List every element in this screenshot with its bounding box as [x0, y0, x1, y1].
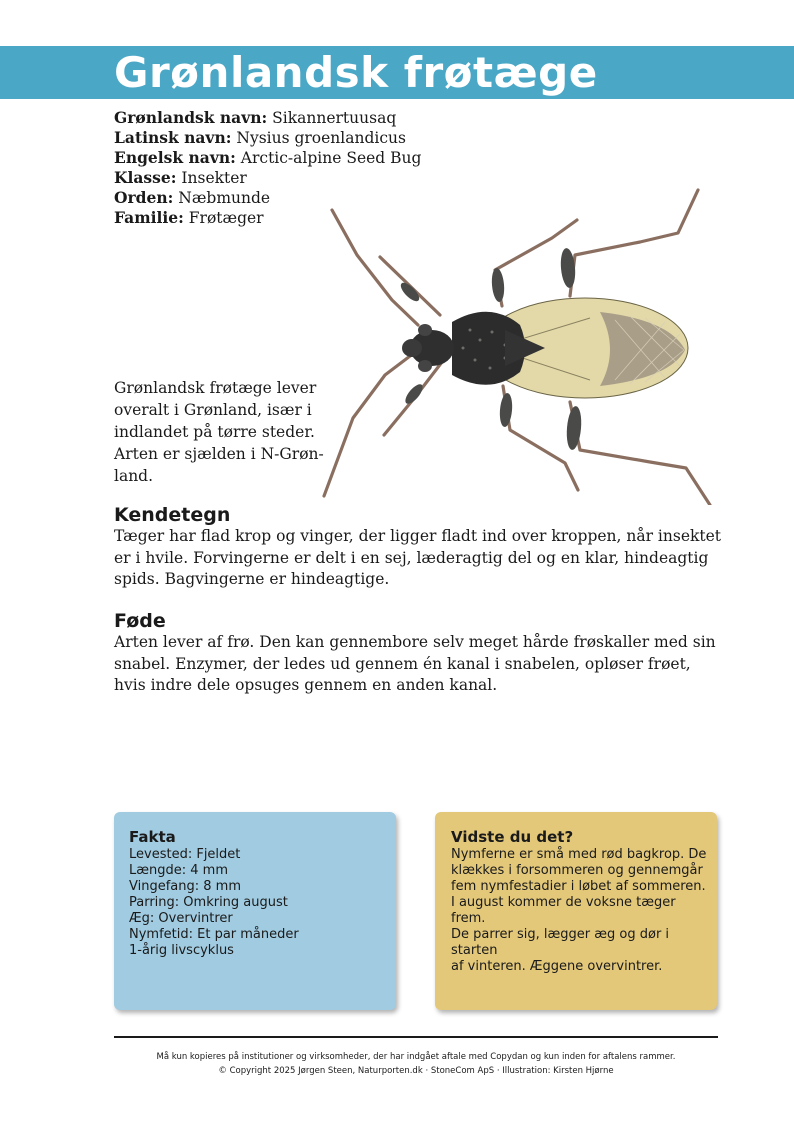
section-foede	[114, 610, 724, 697]
vidste-line: Nymferne er små med rød bagkrop. De	[451, 847, 707, 862]
section-kendetegn	[114, 504, 724, 591]
vidste-line: De parrer sig, lægger æg og dør i starten	[451, 927, 670, 958]
footer-divider	[114, 1036, 718, 1038]
fakta-box	[114, 812, 396, 1010]
footer	[114, 1050, 718, 1078]
fact-item: Vingefang: 8 mm	[129, 879, 241, 894]
vidste-du-det-box	[435, 812, 717, 1010]
info-latin-name: Latinsk navn: Nysius groenlandicus	[114, 128, 406, 147]
vidste-line: I august kommer de voksne tæger frem.	[451, 895, 676, 926]
vidste-text	[435, 846, 717, 975]
vidste-line: fem nymfestadier i løbet af sommeren.	[451, 879, 706, 894]
fact-item: Parring: Omkring august	[129, 895, 288, 910]
section-heading: Føde	[114, 610, 166, 632]
page-title: Grønlandsk frøtæge	[114, 48, 598, 97]
info-class: Klasse: Insekter	[114, 168, 247, 187]
fact-item: 1-årig livscyklus	[129, 943, 234, 958]
fact-item: Levested: Fjeldet	[129, 847, 241, 862]
footer-copy-notice: Må kun kopieres på institutioner og virksomheder, der har indgået aftale med Copydan og kun inden for aftalens rammer.	[156, 1052, 676, 1062]
info-order: Orden: Næbmunde	[114, 188, 271, 207]
vidste-line: klækkes i forsommeren og gennemgår	[451, 863, 703, 878]
fact-item: Æg: Overvintrer	[129, 911, 233, 926]
fakta-heading: Fakta	[129, 828, 176, 846]
footer-copyright: © Copyright 2025 Jørgen Steen, Naturporten.dk · StoneCom ApS · Illustration: Kirsten Hjørne	[218, 1066, 614, 1076]
section-text: Arten lever af frø. Den kan gennembore selv meget hårde frøskaller med sin snabel. Enzymer, der ledes ud gennem én kanal i snabelen, opløser frøet, hvis indre dele opsuges gennem en anden kanal.	[114, 633, 716, 694]
vidste-line: af vinteren. Æggene overvintrer.	[451, 959, 663, 974]
intro-text: Grønlandsk frøtæge lever overalt i Grønland, især i indlandet på tørre steder. Arten er sjælden i N-Grønland.	[114, 379, 324, 485]
vidste-heading: Vidste du det?	[451, 828, 574, 846]
info-greenlandic-name: Grønlandsk navn: Sikannertuusaq	[114, 108, 397, 127]
section-text: Tæger har flad krop og vinger, der ligger fladt ind over kroppen, når insektet er i hvile. Forvingerne er delt i en sej, læderagtig del og en klar, hindeagtig spids. Bagvingerne er hindeagtige.	[114, 527, 722, 588]
seed-bug-illustration	[318, 180, 718, 505]
section-heading: Kendetegn	[114, 504, 231, 526]
fakta-list	[114, 846, 396, 959]
title-bar	[0, 46, 794, 99]
info-english-name: Engelsk navn: Arctic-alpine Seed Bug	[114, 148, 422, 167]
info-family: Familie: Frøtæger	[114, 208, 264, 227]
fact-item: Længde: 4 mm	[129, 863, 228, 878]
fact-item: Nymfetid: Et par måneder	[129, 927, 299, 942]
